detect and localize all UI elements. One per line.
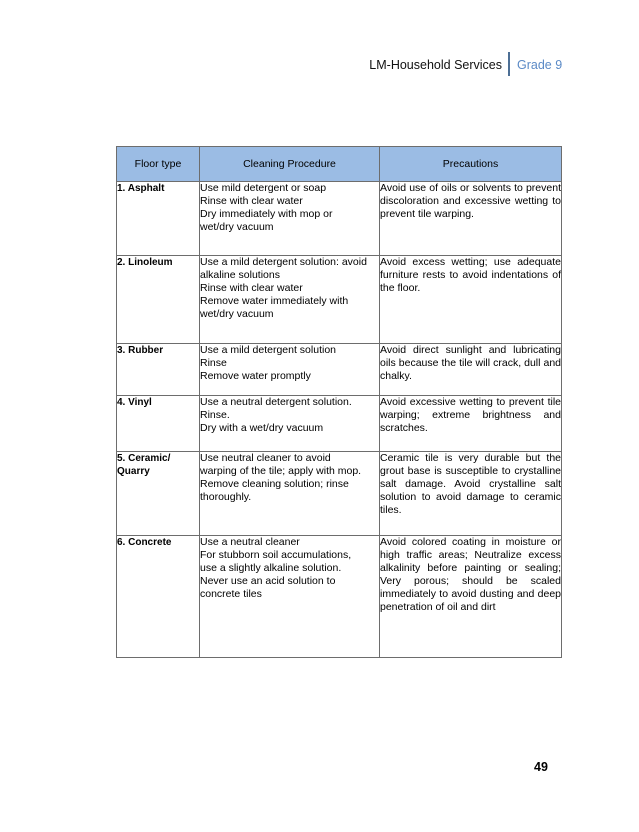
procedure-line: thoroughly. [200, 491, 252, 503]
table-row [117, 396, 562, 452]
table-row [117, 536, 562, 658]
procedure-line: wet/dry vacuum [200, 221, 274, 233]
floor-type-cell: 3. Rubber [117, 344, 200, 396]
table-header-row [117, 147, 562, 182]
floor-type-cell: 6. Concrete [117, 536, 200, 658]
procedure-line: Remove water promptly [200, 370, 311, 382]
procedure-line: alkaline solutions [200, 269, 280, 281]
procedure-line: Rinse with clear water [200, 195, 303, 207]
procedure-line: Use a neutral detergent solution. [200, 396, 352, 408]
floor-cleaning-table [116, 146, 562, 658]
procedure-line: warping of the tile; apply with mop. [200, 465, 362, 477]
procedure-line: Rinse with clear water [200, 282, 303, 294]
procedure-line: Remove water immediately with [200, 295, 349, 307]
table-row [117, 344, 562, 396]
precaution-cell: Avoid excess wetting; use adequate furniture rests to avoid indentations of the floor. [380, 256, 562, 344]
floor-type-cell: 4. Vinyl [117, 396, 200, 452]
page-header [330, 50, 572, 78]
header-divider [508, 52, 510, 76]
precaution-cell: Avoid excessive wetting to prevent tile warping; extreme brightness and scratches. [380, 396, 562, 452]
header-title: LM-Household Services [369, 58, 502, 72]
cleaning-procedure-cell [200, 182, 380, 256]
procedure-line: use a slightly alkaline solution. [200, 562, 342, 574]
floor-type-cell: 1. Asphalt [117, 182, 200, 256]
column-header-precautions: Precautions [380, 147, 562, 182]
procedure-line: Use mild detergent or soap [200, 182, 327, 194]
floor-type-cell: 2. Linoleum [117, 256, 200, 344]
column-header-floor-type: Floor type [117, 147, 200, 182]
precaution-cell: Ceramic tile is very durable but the grout base is susceptible to crystalline salt damage. Avoid crystalline salt solution to avoid damage to ceramic tiles. [380, 452, 562, 536]
cleaning-procedure-cell [200, 256, 380, 344]
procedure-line: Rinse. [200, 409, 230, 421]
procedure-line: wet/dry vacuum [200, 308, 274, 320]
precaution-cell: Avoid direct sunlight and lubricating oils because the tile will crack, dull and chalky. [380, 344, 562, 396]
cleaning-procedure-cell [200, 344, 380, 396]
cleaning-procedure-cell [200, 536, 380, 658]
cleaning-procedure-cell [200, 396, 380, 452]
procedure-line: Remove cleaning solution; rinse [200, 478, 349, 490]
procedure-line: Dry immediately with mop or [200, 208, 333, 220]
precaution-cell: Avoid colored coating in moisture or high traffic areas; Neutralize excess alkalinity before painting or sealing; Very porous; should be scaled immediately to avoid dusting and deep penetration of oil and dirt [380, 536, 562, 658]
page-number: 49 [534, 760, 548, 774]
procedure-line: Use a neutral cleaner [200, 536, 300, 548]
precaution-cell: Avoid use of oils or solvents to prevent discoloration and excessive wetting to prevent tile warping. [380, 182, 562, 256]
procedure-line: Dry with a wet/dry vacuum [200, 422, 324, 434]
procedure-line: Rinse [200, 357, 227, 369]
procedure-line: For stubborn soil accumulations, [200, 549, 352, 561]
procedure-line: Use a mild detergent solution: avoid [200, 256, 367, 268]
cleaning-procedure-cell [200, 452, 380, 536]
table-row [117, 256, 562, 344]
table-row [117, 452, 562, 536]
procedure-line: Use neutral cleaner to avoid [200, 452, 331, 464]
header-grade: Grade 9 [517, 58, 563, 72]
procedure-line: concrete tiles [200, 588, 262, 600]
procedure-line: Use a mild detergent solution [200, 344, 336, 356]
column-header-cleaning-procedure: Cleaning Procedure [200, 147, 380, 182]
floor-type-cell: 5. Ceramic/ Quarry [117, 452, 200, 536]
procedure-line: Never use an acid solution to [200, 575, 336, 587]
table-row [117, 182, 562, 256]
